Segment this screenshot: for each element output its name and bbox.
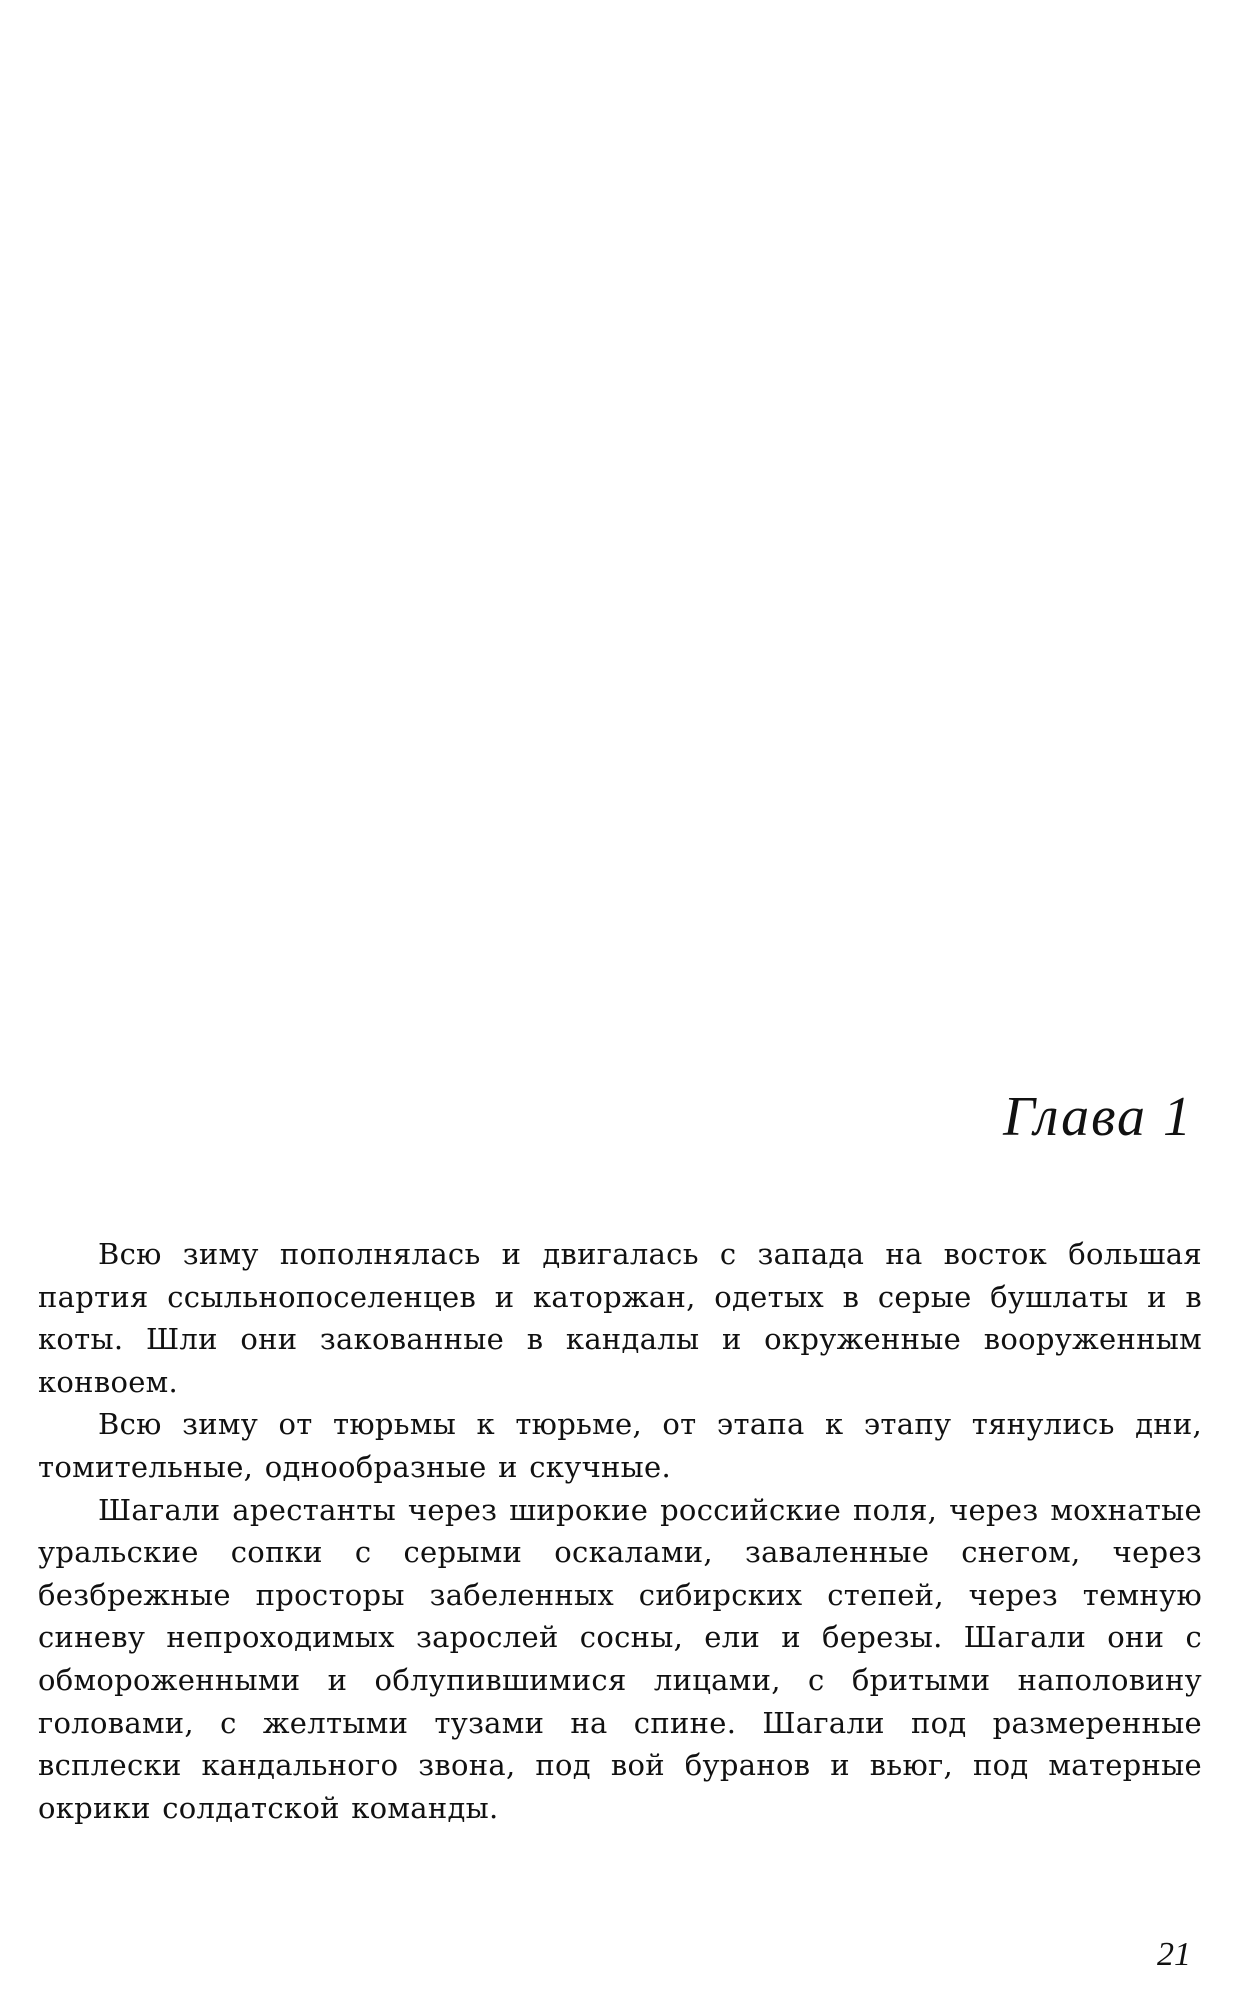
paragraph-1: Всю зиму пополнялась и двигалась с запада на восток большая партия ссыльнопоселенцев и каторжан, одетых в серые бушлаты и в коты. Шли они закованные в кандалы и окруженные вооруженным конвоем.	[38, 1237, 1202, 1399]
page-number: 21	[1157, 1936, 1191, 1973]
body-text	[38, 1233, 1202, 1829]
paragraph-2: Всю зиму от тюрьмы к тюрьме, от этапа к этапу тянулись дни, томительные, однообразные и скучные.	[38, 1407, 1202, 1484]
paragraph-3: Шагали арестанты через широкие российские поля, через мохнатые уральские сопки с серыми оскалами, заваленные снегом, через безбрежные просторы забеленных сибирских степей, через темную синеву непроходимых зарослей сосны, ели и березы. Шагали они с обмороженными и облупившимися лицами, с бритыми наполовину головами, с желтыми тузами на спине. Шагали под размеренные всплески кандального звона, под вой буранов и вьюг, под матерные окрики солдатской команды.	[38, 1492, 1202, 1825]
chapter-title: Глава 1	[1003, 1086, 1193, 1148]
